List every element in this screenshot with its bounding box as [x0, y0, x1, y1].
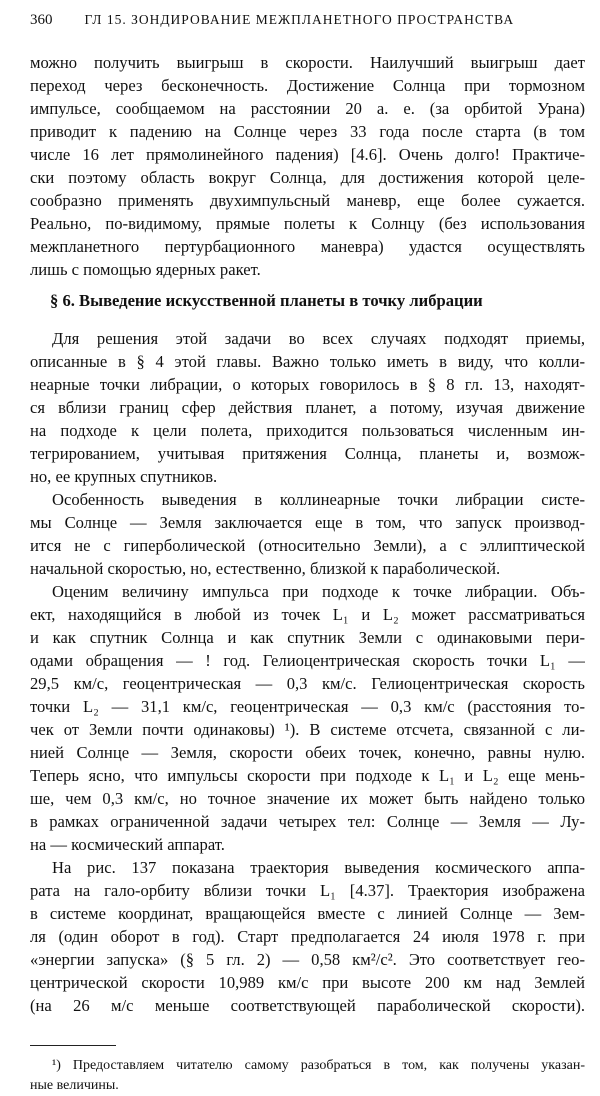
- text-line: Оценим величину импульса при подходе к точке либрации. Объ-: [52, 582, 585, 601]
- text-line: одами обращения — ! год. Гелиоцентрическая скорость точки L₁ —: [30, 651, 585, 670]
- text-line: ект, находящийся в любой из точек L₁ и L₂ может рассматриваться: [30, 605, 585, 624]
- text-line: рата на гало-орбиту вблизи точки L₁ [4.37]. Траектория изображена: [30, 881, 585, 900]
- text-line: неарные точки либрации, о которых говорилось в § 8 гл. 13, находят-: [30, 375, 585, 394]
- section-heading: § 6. Выведение искусственной планеты в точку либрации: [50, 291, 483, 310]
- text-line: «энергии запуска» (§ 5 гл. 2) — 0,58 км²/с². Это соответствует гео-: [30, 950, 585, 969]
- text-line: ится не с гиперболической (относительно Земли), а с эллиптической: [30, 536, 585, 555]
- text-line: числе 16 лет прямолинейного падения) [4.6]. Очень долго! Практиче-: [30, 145, 585, 164]
- running-head: [30, 12, 585, 29]
- text-line: нией Солнце — Земля, скорости обеих точек, конечно, равны нулю.: [30, 743, 585, 762]
- text-line: чек от Земли почти одинаковы) ¹). В системе отсчета, связанной с ли-: [30, 720, 585, 739]
- text-line: импульсе, сообщаемом на расстоянии 20 а. е. (за орбитой Урана): [30, 99, 585, 118]
- text-line: мы Солнце — Земля заключается еще в том, что запуск производ-: [30, 513, 585, 532]
- text-line: сообразно применять двухимпульсный маневр, еще более сужается.: [30, 191, 585, 210]
- paragraph: [30, 488, 585, 580]
- text-line: Теперь ясно, что импульсы скорости при подходе к L₁ и L₂ еще мень-: [30, 766, 585, 785]
- text-line: переход через бесконечность. Достижение Солнца при тормозном: [30, 76, 585, 95]
- page-body: [30, 51, 585, 1096]
- text-line: начальной скоростью, но, естественно, близкой к параболической.: [30, 559, 501, 578]
- text-line: 29,5 км/с, геоцентрическая — 0,3 км/с. Гелиоцентрическая скорость: [30, 674, 585, 693]
- text-line: ше, чем 0,3 км/с, но точное значение их может быть найдено только: [30, 789, 585, 808]
- chapter-title: ГЛ 15. ЗОНДИРОВАНИЕ МЕЖПЛАНЕТНОГО ПРОСТРАНСТВА: [84, 12, 515, 27]
- text-line: (на 26 м/с меньше соответствующей параболической скорости).: [30, 996, 585, 1015]
- footnote: [30, 1056, 585, 1096]
- text-line: приводит к падению на Солнце через 33 года после старта (в том: [30, 122, 585, 141]
- text-line: в рамках ограниченной задачи четырех тел: Солнце — Земля — Лу-: [30, 812, 585, 831]
- text-line: на подходе к цели полета, приходится пользоваться численным ин-: [30, 421, 585, 440]
- text-line: ски поэтому область вокруг Солнца, для достижения которой целе-: [30, 168, 585, 187]
- text-line: но, ее крупных спутников.: [30, 467, 218, 486]
- page-number: 360: [30, 12, 53, 28]
- paragraph: [30, 51, 585, 281]
- text-line: и как спутник Солнца и как спутник Земли с одинаковыми пери-: [30, 628, 585, 647]
- text-line: Для решения этой задачи во всех случаях подходят приемы,: [52, 329, 585, 348]
- text-line: ся вблизи границ сфер действия планет, а потому, изучая движение: [30, 398, 585, 417]
- footnote-line: ¹) Предоставляем читателю самому разобраться в том, как получены указан-: [52, 1058, 585, 1073]
- footnote-rule: [30, 1045, 116, 1046]
- paragraph: [30, 856, 585, 1017]
- footnote-line: ные величины.: [30, 1078, 119, 1093]
- text-line: межпланетного пертурбационного маневра) удастся осуществлять: [30, 237, 585, 256]
- text-line: Реально, по-видимому, прямые полеты к Солнцу (без использования: [30, 214, 585, 233]
- text-line: центрической скорости 10,989 км/с при высоте 200 км над Землей: [30, 973, 585, 992]
- text-line: На рис. 137 показана траектория выведения космического аппа-: [52, 858, 585, 877]
- paragraph: [30, 580, 585, 856]
- text-line: на — космический аппарат.: [30, 835, 225, 854]
- text-line: лишь с помощью ядерных ракет.: [30, 260, 261, 279]
- text-line: точки L₂ — 31,1 км/с, геоцентрическая — 0,3 км/с (расстояния то-: [30, 697, 585, 716]
- text-line: тегрированием, учитывая притяжения Солнца, планеты и, возмож-: [30, 444, 585, 463]
- text-line: можно получить выигрыш в скорости. Наилучший выигрыш дает: [30, 53, 585, 72]
- text-line: Особенность выведения в коллинеарные точки либрации систе-: [52, 490, 585, 509]
- paragraph: [30, 327, 585, 488]
- text-line: описанные в § 4 этой главы. Важно только иметь в виду, что колли-: [30, 352, 585, 371]
- text-line: ля (один оборот в год). Старт предполагается 24 июля 1978 г. при: [30, 927, 585, 946]
- text-line: в системе координат, вращающейся вместе с линией Солнце — Зем-: [30, 904, 585, 923]
